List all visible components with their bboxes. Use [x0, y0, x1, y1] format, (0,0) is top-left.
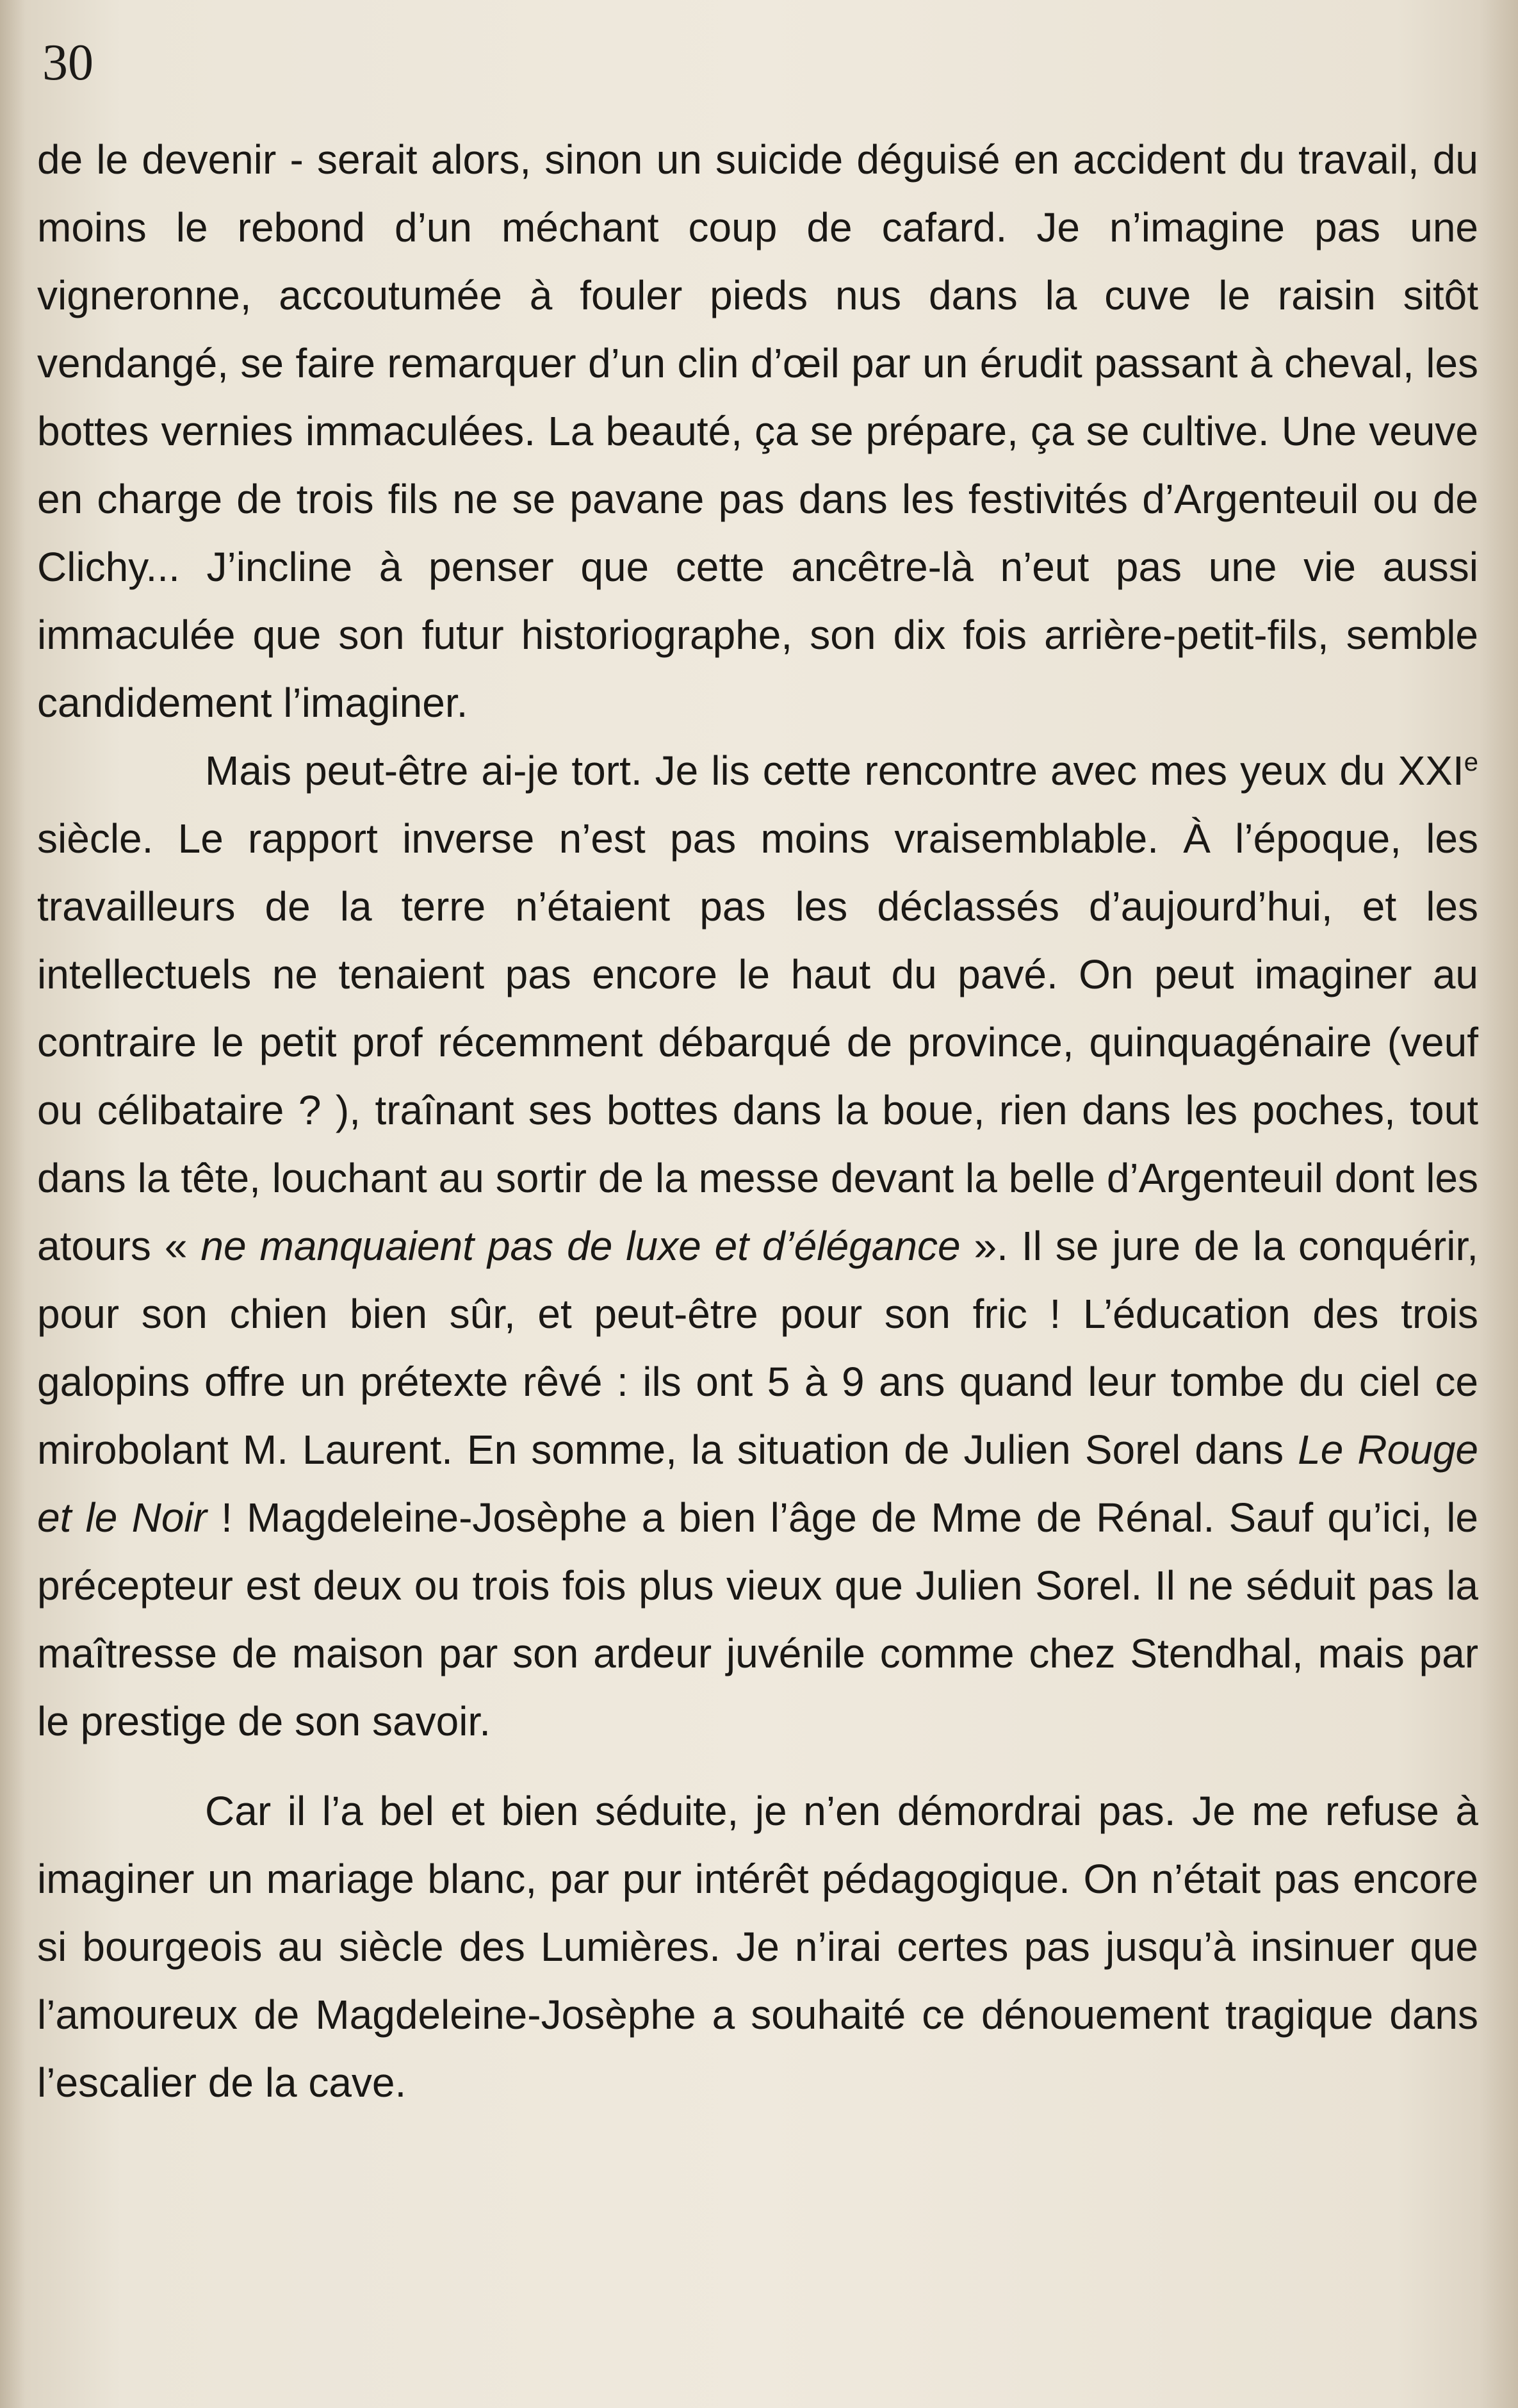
spine-shadow — [0, 0, 26, 2408]
paragraph-2-part-1: Mais peut-être ai-je tort. Je lis cette rencontre avec mes yeux du XXI — [205, 748, 1464, 794]
paragraph-1: de le devenir - serait alors, sinon un suicide déguisé en accident du travail, du moins le rebond d’un méchant coup de cafard. Je n’imagine pas une vigneronne, accoutumée à fouler pieds nus dans la cuve le raisin sitôt vendangé, se faire remarquer d’un clin d’œil par un érudit passant à cheval, les bottes vernies immaculées. La beauté, ça se prépare, ça se cultive. Une veuve en charge de trois fils ne se pavane pas dans les festivités d’Argenteuil ou de Clichy... J’incline à penser que cette ancêtre-là n’eut pas une vie aussi immaculée que son futur historiographe, son dix fois arrière-petit-fils, semble candidement l’imaginer. — [37, 136, 1478, 726]
book-title: Le Rouge et le Noir — [37, 1427, 1479, 1541]
paragraph-2-part-3: ». Il se jure de la conquérir, pour son chien bien sûr, et peut-être pour son fric ! L’éducation des trois galopins offre un prétexte rêvé : ils ont 5 à 9 ans quand leur tombe du ciel ce mirobolant M. Laurent. En somme, la situation de Julien Sorel dans — [37, 1223, 1479, 1473]
paragraph-2-part-4: ! Magdeleine-Josèphe a bien l’âge de Mme de Rénal. Sauf qu’ici, le précepteur est deux ou trois fois plus vieux que Julien Sorel. Il ne séduit pas la maîtresse de maison par son ardeur juvénile comme chez Stendhal, mais par le prestige de son savoir. — [37, 1495, 1479, 1744]
paragraph-3: Car il l’a bel et bien séduite, je n’en démordrai pas. Je me refuse à imaginer un mariage blanc, par pur intérêt pédagogique. On n’était pas encore si bourgeois au siècle des Lumières. Je n’irai certes pas jusqu’à insinuer que l’amoureux de Magdeleine-Josèphe a souhaité ce dénouement tragique dans l’escalier de la cave. — [37, 1788, 1478, 2106]
page-number: 30 — [42, 35, 94, 91]
quoted-phrase: ne manquaient pas de luxe et d’élégance — [200, 1223, 961, 1269]
century-superscript: e — [1464, 748, 1478, 776]
paragraph-2 — [37, 737, 1478, 1755]
paragraph-2-part-2: siècle. Le rapport inverse n’est pas moins vraisemblable. À l’époque, les travailleurs de la terre n’étaient pas les déclassés d’aujourd’hui, et les intellectuels ne tenaient pas encore le haut du pavé. On peut imaginer au contraire le petit prof récemment débarqué de province, quinquagénaire (veuf ou célibataire ? ), traînant ses bottes dans la boue, rien dans les poches, tout dans la tête, louchant au sortir de la messe devant la belle d’Argenteuil dont les atours « — [37, 815, 1478, 1269]
body-text — [37, 126, 1478, 2117]
page-edge-shadow — [1480, 0, 1518, 2408]
